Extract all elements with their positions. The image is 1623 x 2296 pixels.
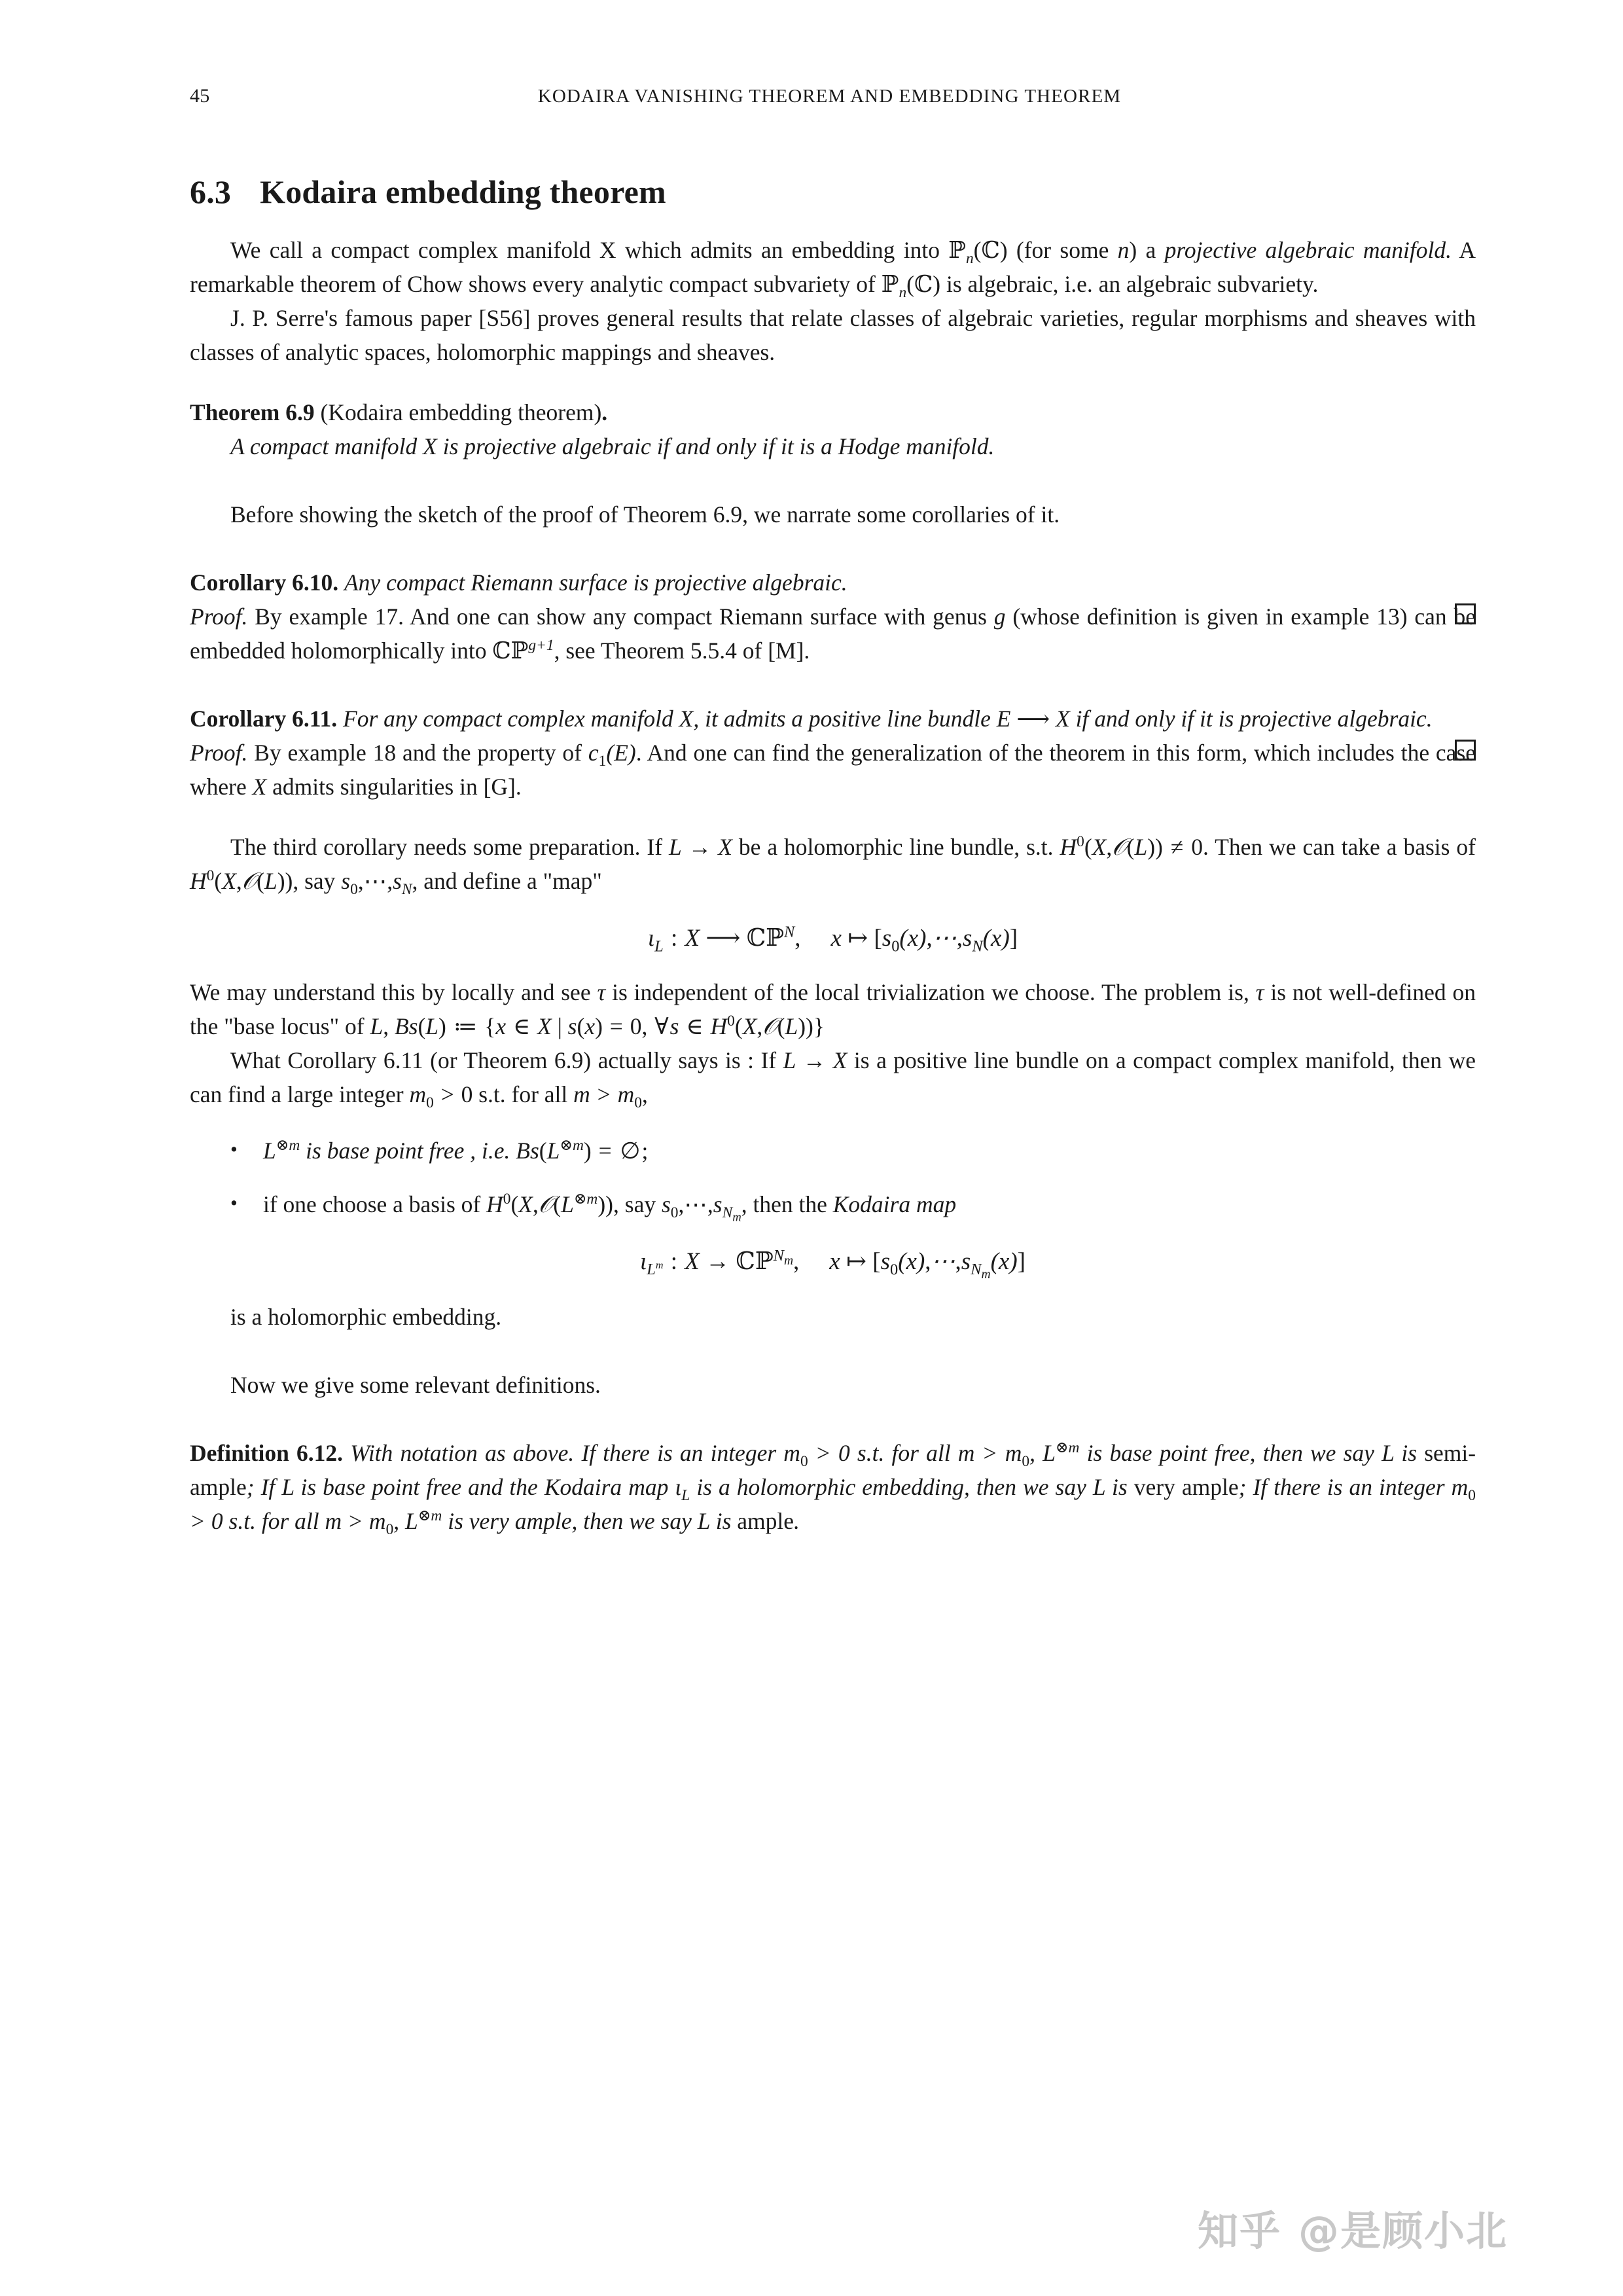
theorem-paren: (Kodaira embedding theorem): [320, 399, 602, 425]
proof-6-10-block: [190, 600, 1476, 668]
paragraph-intro-1: We call a compact complex manifold X which admits an embedding into ℙ$_n$(ℂ) (for some n) a projective algebraic manifold. A remarkable theorem of Chow shows every analytic compact subvariety of ℙ$_n$(ℂ) is algebraic, i.e. an algebraic subvariety.: [190, 237, 1476, 302]
display-equation-2: $\iota_{L^m}$ : X → ℂℙ$^{N_m}$, x ↦ $[s_0(x),\cdots,s_{N_m}(x)]$: [640, 1246, 1026, 1282]
corollary-6-11-statement-1: For any compact complex manifold X, it admits a positive line bundle: [343, 706, 991, 732]
definition-statement: With notation as above. If there is an integer $m_0 > 0$ s.t. for all $m > m_0$, $L^{\otimes m}$ is base point free, then we say L is semi-ample; If L is base point free and the Kodaira map $\iota_L$ is a holomorphic embedding, then we say L is very ample; If there is an integer $m_0 > 0$ s.t. for all $m > m_0$, $L^{\otimes m}$ is very ample, then we say L is ample.: [190, 1439, 1476, 1539]
term-semi-ample: semi-ample: [190, 1440, 1476, 1500]
section-number: 6.3: [190, 173, 232, 210]
list-item: • $L^{\otimes m}$ is base point free , i.e. $Bs(L^{\otimes m})$ = ∅;: [190, 1134, 1476, 1168]
watermark: [1198, 2198, 1508, 2257]
paragraph-third-corollary: The third corollary needs some preparation. If L → X be a holomorphic line bundle, s.t. $H^0(X,𝒪(L)) \ne 0$. Then we can take a basis of $H^0(X,𝒪(L))$, say $s_0,\cdots,s_N$, and define a "map": [190, 833, 1476, 899]
proof-label: Proof.: [190, 603, 248, 630]
bundle-map: E ⟶ X: [996, 706, 1070, 732]
proof-text-part-3: , see Theorem 5.5.4 of [M].: [554, 637, 810, 664]
proof-text-part-1: By example 17. And one can show any compact Riemann surface with genus: [255, 603, 987, 630]
watermark-handle: @是顾小北: [1298, 2207, 1508, 2255]
term-ample: ample: [737, 1508, 794, 1534]
corollary-6-10: [190, 565, 1476, 600]
corollary-6-11: [190, 702, 1476, 736]
definition-6-12: [190, 1436, 1476, 1538]
theorem-6-9-statement: A compact manifold X is projective algebraic if and only if it is a Hodge manifold.: [230, 433, 995, 459]
target-space: ℂℙ: [492, 637, 529, 664]
list-item: • if one choose a basis of $H^0(X,𝒪(L^{\otimes m}))$, say $s_0,\cdots,s_{N_m}$, then the Kodaira map: [190, 1187, 1476, 1221]
genus-symbol: g: [993, 603, 1006, 630]
paragraph-before-sketch: Before showing the sketch of the proof of Theorem 6.9, we narrate some corollaries of it.: [230, 501, 1060, 528]
chern-class: $c_1(E)$: [588, 740, 636, 770]
corollary-6-11-statement-2: if and only if it is projective algebraic.: [1075, 706, 1433, 732]
proof-text-part-2: (whose definition is given in example 13) can be embedded holomorphically into: [190, 603, 1476, 664]
watermark-logo: 知乎: [1197, 2207, 1281, 2255]
definition-label: Definition 6.12.: [190, 1440, 344, 1466]
proof-text-part-1: By example 18 and the property of: [254, 740, 582, 766]
page-content: [190, 85, 1476, 1538]
condition-list: [190, 1134, 1476, 1225]
display-equation-1: $\iota_L$ : X ⟶ ℂℙ$^N$, x ↦ $[s_0(x),\cdots,s_N(x)]$: [647, 923, 1018, 956]
paragraph-intro-2: J. P. Serre's famous paper [S56] proves general results that relate classes of algebraic varieties, regular morphisms and sheaves with classes of analytic spaces, holomorphic mappings and sheaves.: [190, 305, 1476, 365]
term-very-ample: very ample: [1133, 1474, 1239, 1500]
theorem-6-9-heading: Theorem 6.9 (Kodaira embedding theorem).: [190, 399, 608, 425]
target-exponent: g+1: [528, 637, 554, 655]
running-title: KODAIRA VANISHING THEOREM AND EMBEDDING THEOREM: [537, 86, 1122, 107]
proof-label: Proof.: [190, 740, 248, 766]
theorem-label: Theorem 6.9: [190, 399, 315, 425]
page-number: 45: [190, 85, 210, 107]
corollary-6-10-label: Corollary 6.10.: [190, 569, 339, 596]
corollary-6-11-label: Corollary 6.11.: [190, 706, 338, 732]
proof-6-10: [190, 600, 1476, 668]
corollary-6-10-statement: Any compact Riemann surface is projective algebraic.: [344, 569, 847, 596]
proof-6-11-block: [190, 736, 1476, 804]
paragraph-what-corollary: What Corollary 6.11 (or Theorem 6.9) actually says is : If L → X is a positive line bundle on a compact complex manifold, then we can find a large integer $m_0 > 0$ s.t. for all $m > m_0$,: [190, 1047, 1476, 1112]
proof-text-part-3: admits singularities in [G].: [272, 774, 522, 800]
section-heading: [190, 173, 1476, 211]
proof-text-part-2: . And one can find the generalization of the theorem in this form, which includes the case where: [190, 740, 1476, 800]
paragraph-is-embedding: is a holomorphic embedding.: [230, 1304, 502, 1330]
proof-6-11: [190, 736, 1476, 804]
paragraph-now-definitions: Now we give some relevant definitions.: [230, 1372, 601, 1398]
paragraph-understand-locally: We may understand this by locally and see τ is independent of the local trivialization we choose. The problem is, τ is not well-defined on the "base locus" of L, Bs(L) ≔ {x ∈ X | s(x) = 0, ∀s ∈ $H^0(X,𝒪(L))$}: [190, 979, 1476, 1039]
manifold-symbol: X: [252, 774, 267, 800]
section-title: Kodaira embedding theorem: [260, 173, 666, 210]
running-header: [190, 85, 1476, 122]
